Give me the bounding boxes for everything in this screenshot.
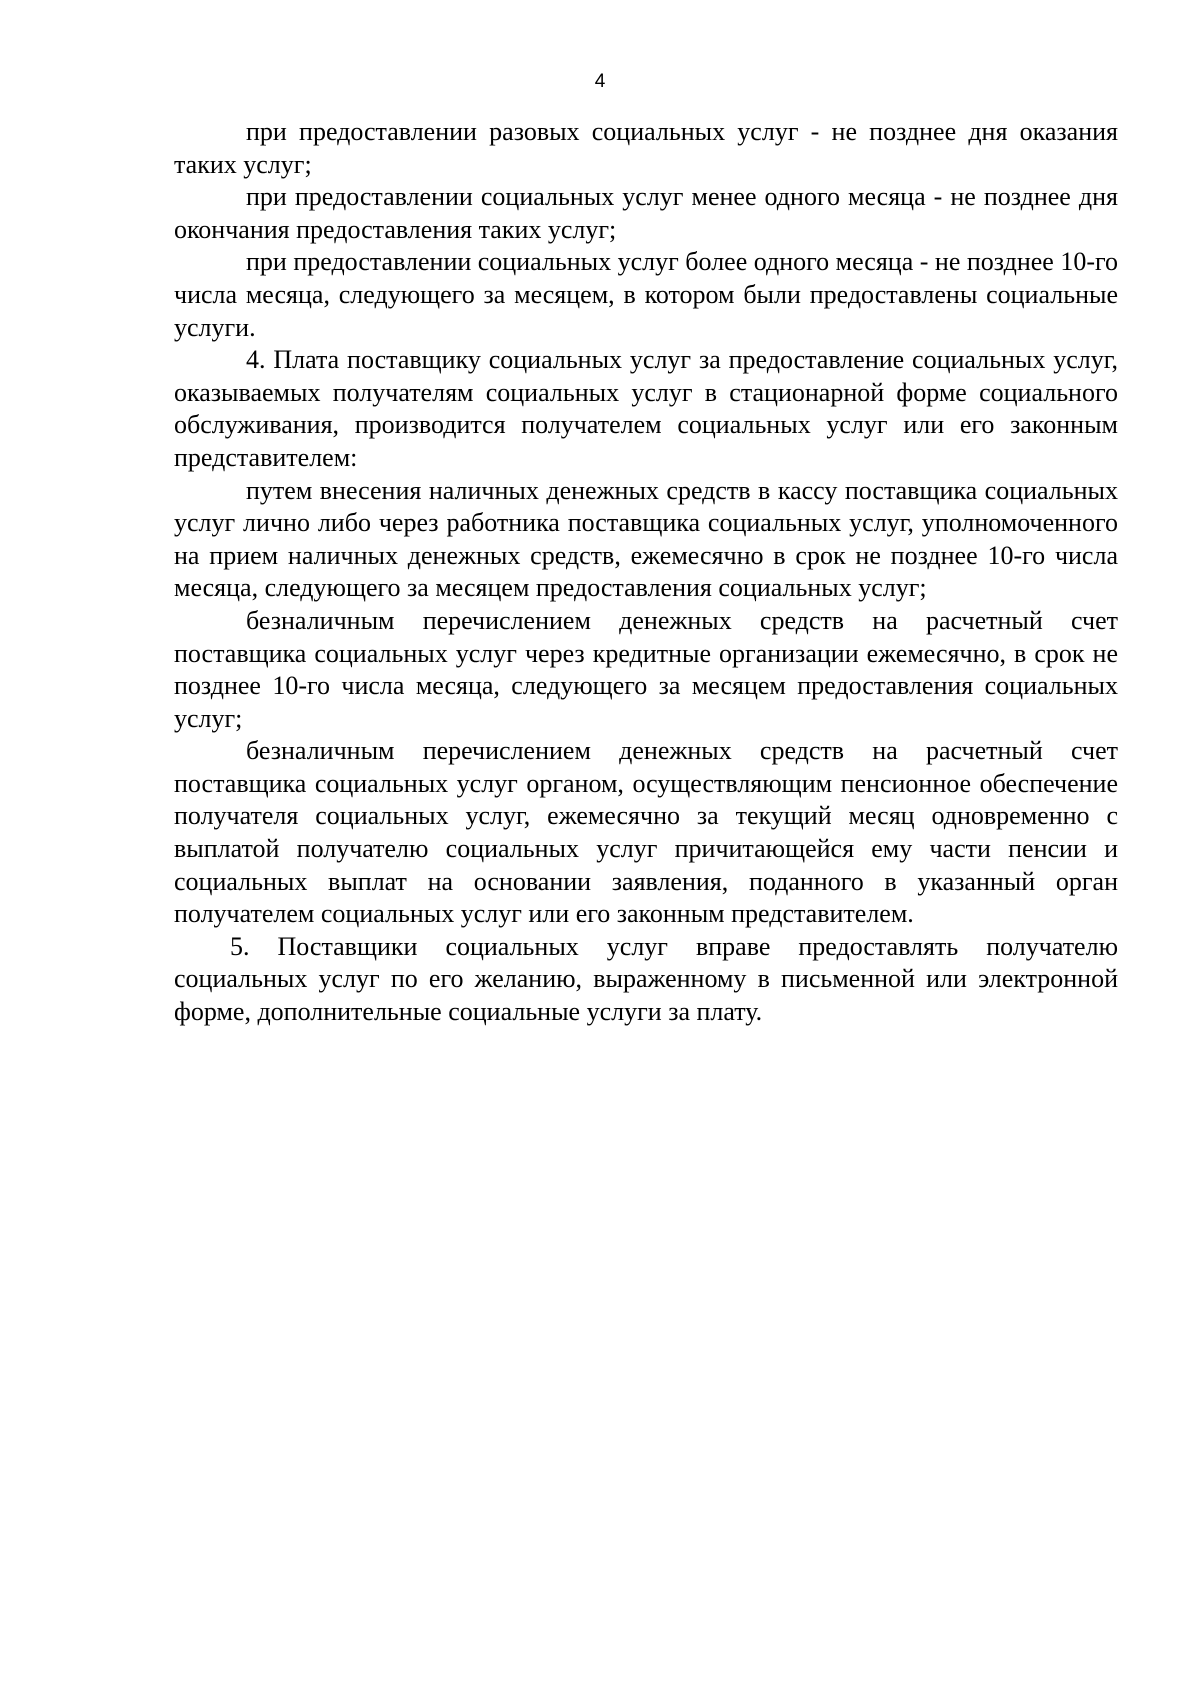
paragraph-under-month-services: при предоставлении социальных услуг менее одного месяца - не позднее дня окончания предоставления таких услуг; (174, 182, 1118, 244)
paragraph-pension-authority-transfer: безналичным перечислением денежных средств на расчетный счет поставщика социальных услуг органом, осуществляющим пенсионное обеспечение получателя социальных услуг, ежемесячно за текущий месяц одновременно с выплатой получателю социальных услуг причитающейся ему части пенсии и социальных выплат на основании заявления, поданного в указанный орган получателем социальных услуг или его законным представителем. (174, 736, 1118, 929)
paragraph-credit-institution-transfer: безналичным перечислением денежных средств на расчетный счет поставщика социальных услуг через кредитные организации ежемесячно, в срок не позднее 10-го числа месяца, следующего за месяцем предоставления социальных услуг; (174, 605, 1118, 733)
paragraph-over-month-services: при предоставлении социальных услуг более одного месяца - не позднее 10-го числа месяца, следующего за месяцем, в котором были предоставлены социальные услуги. (174, 247, 1118, 342)
paragraph-cash-payment: путем внесения наличных денежных средств в кассу поставщика социальных услуг лично либо через работника поставщика социальных услуг, уполномоченного на прием наличных денежных средств, ежемесячно в срок не позднее 10-го числа месяца, следующего за месяцем предоставления социальных услуг; (174, 475, 1118, 603)
paragraph-item-4-payment: 4. Плата поставщику социальных услуг за предоставление социальных услуг, оказываемых получателям социальных услуг в стационарной форме социального обслуживания, производится получателем социальных услуг или его законным представителем: (174, 345, 1118, 472)
page-number: 4 (594, 71, 606, 92)
paragraph-one-time-services: при предоставлении разовых социальных услуг - не позднее дня оказания таких услуг; (174, 117, 1118, 179)
document-body (174, 116, 1118, 1029)
paragraph-item-5-additional-services: 5. Поставщики социальных услуг вправе предоставлять получателю социальных услуг по его желанию, выраженному в письменной или электронной форме, дополнительные социальные услуги за плату. (174, 931, 1118, 1027)
